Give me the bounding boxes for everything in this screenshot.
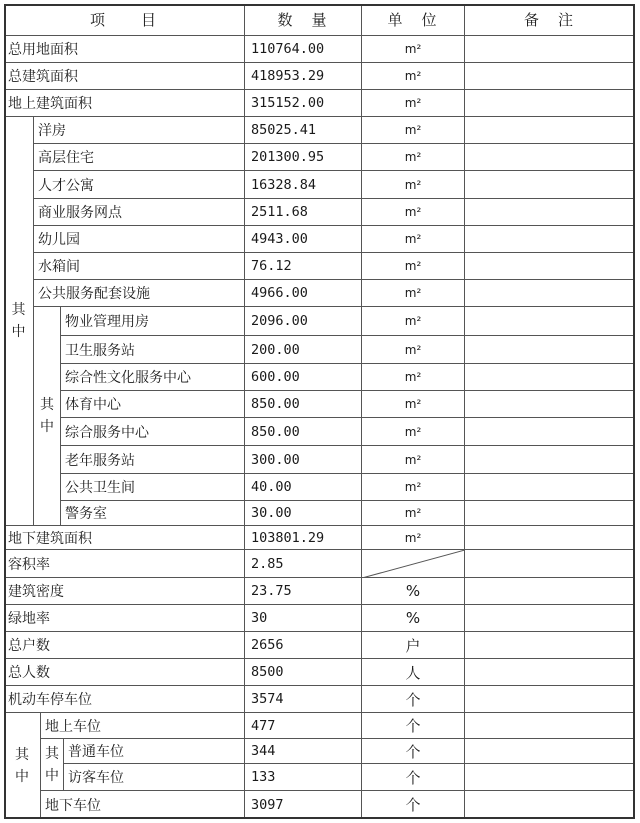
unit-value-text: m²	[404, 286, 422, 300]
quantity-value-text: 477	[251, 717, 276, 734]
unit-value-text: m²	[404, 530, 422, 545]
remark-cell	[465, 791, 635, 819]
group-facility-breakdown	[34, 307, 61, 526]
remark-cell	[465, 90, 635, 117]
unit-value	[362, 474, 465, 501]
unit-value-text: m²	[404, 69, 422, 83]
quantity-value	[245, 632, 362, 659]
item-label-text: 建筑密度	[8, 584, 64, 600]
quantity-value-text: 300.00	[251, 451, 300, 468]
unit-value-text: m²	[404, 314, 422, 328]
item-label-text: 水箱间	[38, 259, 80, 275]
header-quantity-text: 数 量	[277, 11, 329, 29]
item-label-text: 幼儿园	[38, 232, 80, 248]
quantity-value-text: 600.00	[251, 369, 300, 385]
quantity-value-text: 3574	[251, 691, 284, 707]
item-label-text: 机动车停车位	[8, 692, 92, 708]
header-item-text: 项 目	[89, 11, 158, 29]
item-label-text: 公共卫生间	[65, 480, 135, 496]
quantity-value-text: 85025.41	[251, 122, 317, 138]
unit-value	[362, 117, 465, 144]
remark-cell	[465, 659, 635, 686]
item-label	[4, 578, 245, 605]
item-label	[61, 446, 245, 474]
item-label	[41, 791, 245, 819]
remark-cell	[465, 280, 635, 307]
item-label-text: 物业管理用房	[65, 314, 149, 330]
item-label	[4, 36, 245, 63]
quantity-value	[245, 605, 362, 632]
unit-value-text: m²	[404, 480, 422, 494]
quantity-value-text: 76.12	[251, 258, 292, 274]
quantity-value-text: 315152.00	[251, 95, 325, 111]
quantity-value-text: 30.00	[251, 505, 292, 521]
quantity-value-text: 2096.00	[251, 313, 308, 329]
remark-cell	[465, 144, 635, 171]
unit-value-text: m²	[404, 259, 422, 273]
unit-value-text: 个	[405, 796, 421, 814]
item-label	[4, 686, 245, 713]
quantity-value-text: 133	[251, 769, 276, 785]
remark-cell	[465, 474, 635, 501]
quantity-value-text: 110764.00	[251, 41, 325, 57]
quantity-value-text: 23.75	[251, 583, 292, 599]
unit-value	[362, 199, 465, 226]
item-label	[4, 63, 245, 90]
quantity-value	[245, 280, 362, 307]
item-label	[34, 199, 245, 226]
item-label	[64, 764, 245, 791]
item-label-text: 访客车位	[68, 770, 124, 786]
quantity-value	[245, 526, 362, 550]
quantity-value-text: 4943.00	[251, 231, 308, 247]
unit-value	[362, 90, 465, 117]
remark-cell	[465, 253, 635, 280]
quantity-value-text: 4966.00	[251, 285, 308, 301]
unit-value	[362, 280, 465, 307]
quantity-value	[245, 791, 362, 819]
remark-cell	[465, 739, 635, 764]
remark-cell	[465, 764, 635, 791]
quantity-value-text: 2511.68	[251, 204, 308, 220]
unit-value	[362, 364, 465, 391]
group-aboveground-breakdown-zhong: 中	[45, 767, 59, 784]
quantity-value-text: 344	[251, 743, 276, 759]
unit-value-text: m²	[404, 342, 422, 357]
header-item	[4, 4, 245, 36]
unit-value	[362, 526, 465, 550]
diagonal-slash	[362, 550, 464, 577]
item-label	[61, 307, 245, 336]
remark-cell	[465, 336, 635, 364]
quantity-value-text: 103801.29	[251, 529, 325, 546]
remark-cell	[465, 418, 635, 446]
group-area-breakdown-qi: 其	[11, 302, 26, 318]
quantity-value-text: 850.00	[251, 423, 300, 440]
quantity-value	[245, 474, 362, 501]
item-label-text: 总户数	[8, 638, 50, 654]
unit-value-text: m²	[404, 177, 422, 192]
quantity-value	[245, 764, 362, 791]
quantity-value	[245, 307, 362, 336]
item-label-text: 警务室	[65, 506, 107, 522]
item-label	[34, 171, 245, 199]
quantity-value-text: 30	[251, 610, 268, 626]
quantity-value	[245, 550, 362, 578]
group-aboveground-breakdown-qi: 其	[45, 745, 59, 762]
unit-value	[362, 418, 465, 446]
quantity-value	[245, 446, 362, 474]
unit-value-text: 个	[405, 768, 421, 787]
item-label	[64, 739, 245, 764]
unit-value-text: m²	[404, 42, 422, 56]
item-label-text: 地上车位	[45, 718, 101, 735]
unit-value-text: 户	[405, 636, 421, 655]
remark-cell	[465, 605, 635, 632]
item-label	[4, 526, 245, 550]
remark-cell	[465, 117, 635, 144]
unit-value-text: m²	[404, 96, 422, 110]
item-label-text: 体育中心	[65, 397, 121, 413]
unit-value	[362, 713, 465, 739]
item-label-text: 容积率	[8, 556, 50, 573]
item-label	[34, 226, 245, 253]
remark-cell	[465, 226, 635, 253]
remark-cell	[465, 578, 635, 605]
unit-value	[362, 253, 465, 280]
item-label-text: 地下建筑面积	[8, 530, 92, 547]
unit-value	[362, 63, 465, 90]
item-label-text: 普通车位	[68, 744, 124, 760]
group-facility-breakdown-qi: 其	[40, 397, 54, 413]
item-label	[61, 501, 245, 526]
quantity-value	[245, 117, 362, 144]
quantity-value	[245, 418, 362, 446]
group-parking-breakdown	[4, 713, 41, 819]
remark-cell	[465, 364, 635, 391]
item-label-text: 地下车位	[45, 797, 101, 814]
unit-value-text: %	[405, 582, 421, 600]
quantity-value	[245, 578, 362, 605]
item-label	[4, 632, 245, 659]
quantity-value-text: 201300.95	[251, 149, 325, 165]
quantity-value-text: 200.00	[251, 341, 300, 358]
item-label	[34, 144, 245, 171]
item-label	[61, 418, 245, 446]
quantity-value-text: 418953.29	[251, 68, 325, 84]
quantity-value	[245, 36, 362, 63]
remark-cell	[465, 713, 635, 739]
unit-value	[362, 632, 465, 659]
quantity-value-text: 8500	[251, 664, 284, 680]
unit-value	[362, 36, 465, 63]
remark-cell	[465, 686, 635, 713]
item-label-text: 总人数	[8, 665, 50, 681]
quantity-value	[245, 90, 362, 117]
unit-value-text: 个	[405, 717, 421, 735]
remark-cell	[465, 199, 635, 226]
unit-value	[362, 791, 465, 819]
header-unit-text: 单 位	[387, 11, 439, 29]
unit-not-applicable	[362, 550, 465, 578]
item-label	[34, 253, 245, 280]
unit-value-text: m²	[404, 150, 422, 164]
quantity-value	[245, 501, 362, 526]
quantity-value-text: 16328.84	[251, 176, 317, 193]
header-remark	[465, 4, 635, 36]
quantity-value	[245, 364, 362, 391]
header-quantity	[245, 4, 362, 36]
quantity-value	[245, 63, 362, 90]
remark-cell	[465, 446, 635, 474]
unit-value	[362, 764, 465, 791]
remark-cell	[465, 391, 635, 418]
unit-value-text: m²	[404, 397, 422, 411]
unit-value	[362, 171, 465, 199]
remark-cell	[465, 171, 635, 199]
quantity-value	[245, 171, 362, 199]
unit-value	[362, 605, 465, 632]
item-label-text: 公共服务配套设施	[38, 286, 150, 302]
item-label	[41, 713, 245, 739]
item-label	[61, 474, 245, 501]
unit-value-text: m²	[404, 232, 422, 246]
item-label	[34, 117, 245, 144]
quantity-value-text: 2656	[251, 637, 284, 653]
quantity-value-text: 3097	[251, 796, 284, 813]
item-label	[4, 605, 245, 632]
quantity-value	[245, 391, 362, 418]
group-facility-breakdown-zhong: 中	[40, 419, 54, 435]
group-parking-breakdown-zhong: 中	[15, 768, 29, 785]
header-remark-text: 备 注	[523, 11, 575, 29]
quantity-value	[245, 144, 362, 171]
item-label	[34, 280, 245, 307]
unit-value	[362, 659, 465, 686]
unit-value	[362, 501, 465, 526]
quantity-value	[245, 686, 362, 713]
technical-indicators-table	[4, 4, 635, 819]
quantity-value	[245, 659, 362, 686]
group-parking-breakdown-qi: 其	[15, 746, 29, 763]
quantity-value-text: 40.00	[251, 479, 292, 495]
header-unit	[362, 4, 465, 36]
unit-value-text: m²	[404, 424, 422, 439]
quantity-value	[245, 336, 362, 364]
remark-cell	[465, 632, 635, 659]
item-label	[61, 364, 245, 391]
item-label-text: 老年服务站	[65, 452, 135, 469]
unit-value-text: 个	[405, 690, 421, 709]
unit-value-text: m²	[404, 452, 422, 467]
unit-value	[362, 226, 465, 253]
group-aboveground-breakdown	[41, 739, 64, 791]
item-label-text: 高层住宅	[38, 150, 94, 166]
remark-cell	[465, 36, 635, 63]
unit-value	[362, 336, 465, 364]
unit-value	[362, 739, 465, 764]
unit-value-text: m²	[404, 205, 422, 219]
item-label	[4, 550, 245, 578]
remark-cell	[465, 63, 635, 90]
quantity-value	[245, 226, 362, 253]
unit-value	[362, 446, 465, 474]
unit-value	[362, 144, 465, 171]
item-label-text: 卫生服务站	[65, 342, 135, 359]
quantity-value	[245, 253, 362, 280]
item-label	[4, 90, 245, 117]
item-label	[4, 659, 245, 686]
group-area-breakdown	[4, 117, 34, 526]
unit-value	[362, 686, 465, 713]
item-label-text: 绿地率	[8, 611, 50, 627]
remark-cell	[465, 307, 635, 336]
unit-value-text: 人	[405, 663, 421, 682]
quantity-value	[245, 199, 362, 226]
unit-value-text: m²	[404, 370, 422, 384]
group-area-breakdown-zhong: 中	[11, 324, 26, 340]
unit-value	[362, 578, 465, 605]
item-label-text: 总用地面积	[8, 42, 78, 58]
quantity-value	[245, 739, 362, 764]
item-label	[61, 391, 245, 418]
unit-value-text: m²	[404, 506, 422, 520]
quantity-value-text: 850.00	[251, 396, 300, 412]
unit-value-text: %	[405, 609, 421, 627]
quantity-value-text: 2.85	[251, 555, 284, 572]
unit-value	[362, 391, 465, 418]
remark-cell	[465, 550, 635, 578]
remark-cell	[465, 501, 635, 526]
item-label-text: 商业服务网点	[38, 205, 122, 221]
item-label-text: 综合性文化服务中心	[65, 370, 191, 386]
item-label-text: 地上建筑面积	[8, 96, 92, 112]
remark-cell	[465, 526, 635, 550]
item-label-text: 洋房	[38, 123, 66, 139]
quantity-value	[245, 713, 362, 739]
item-label-text: 人才公寓	[38, 177, 94, 194]
unit-value	[362, 307, 465, 336]
item-label	[61, 336, 245, 364]
unit-value-text: 个	[405, 742, 421, 761]
item-label-text: 总建筑面积	[8, 69, 78, 85]
item-label-text: 综合服务中心	[65, 424, 149, 441]
unit-value-text: m²	[404, 123, 422, 137]
